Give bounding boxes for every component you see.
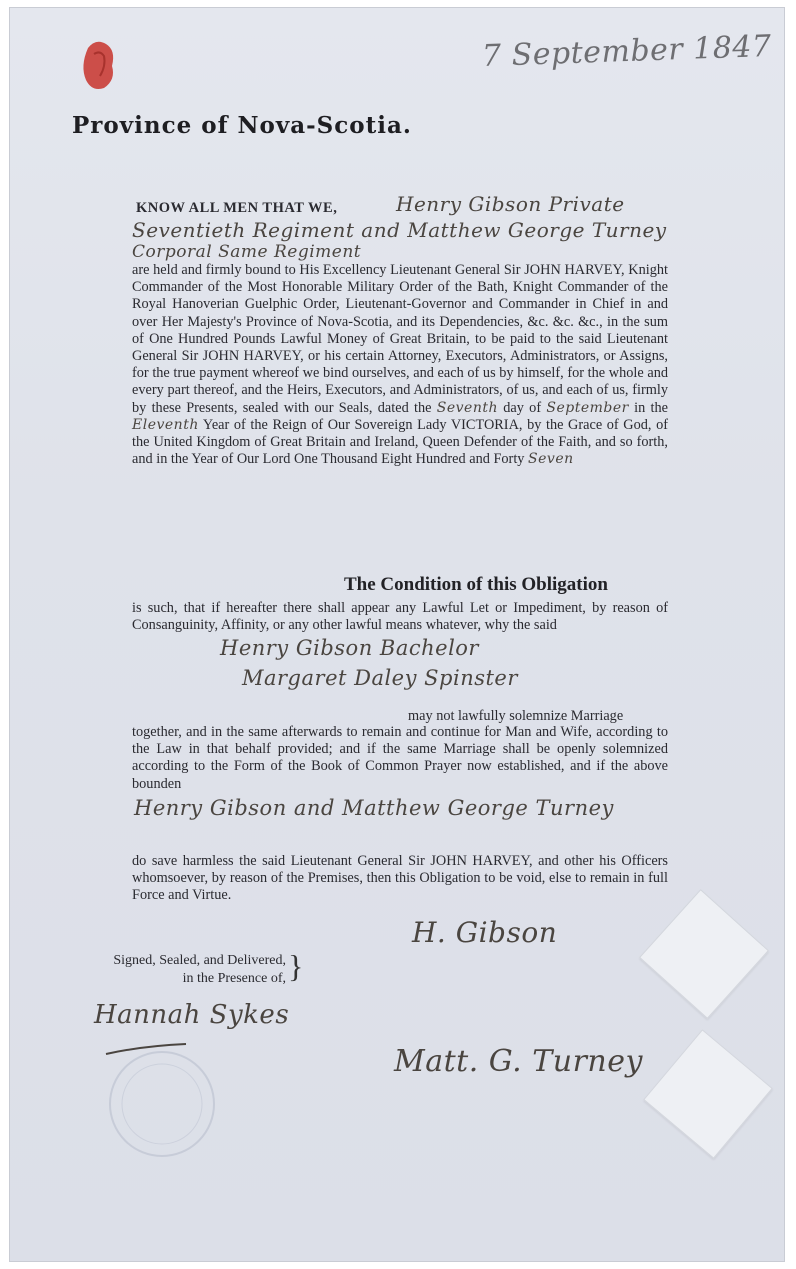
signed-line-1: Signed, Sealed, and Delivered, xyxy=(113,953,286,968)
bond-paragraph xyxy=(132,262,668,468)
hand-party-line-3: Corporal Same Regiment xyxy=(132,242,362,262)
bond-text-2: Year of the Reign of Our Sovereign Lady VICTORIA, by the Grace of God, of the United Kingdom of Great Britain and Ireland, Queen Defender of the Faith, and so forth, and in the Year of Our Lord One Thousand Eight Hundred and Forty xyxy=(132,416,668,468)
condition-text-1: is such, that if hereafter there shall appear any Lawful Let or Impediment, by reason of Consanguinity, Affinity, or any other lawful means whatever, why the said xyxy=(132,600,668,634)
hand-party-line-1: Henry Gibson Private xyxy=(396,192,625,216)
know-all-men: KNOW ALL MEN THAT WE, xyxy=(136,200,338,216)
brace-icon: } xyxy=(288,948,304,984)
hand-bounden: Henry Gibson and Matthew George Turney xyxy=(134,796,614,820)
may-not-text: may not lawfully solemnize Marriage xyxy=(408,708,624,724)
embossed-stamp-icon xyxy=(102,1044,222,1164)
document-sheet xyxy=(10,8,784,1261)
hand-groom: Henry Gibson Bachelor xyxy=(220,636,479,660)
hand-regnal-year: Eleventh xyxy=(132,416,199,433)
wax-seal-icon xyxy=(78,36,122,96)
signed-line-2: in the Presence of, xyxy=(182,971,286,986)
province-heading: Province of Nova-Scotia. xyxy=(72,112,412,139)
hand-forty: Seven xyxy=(528,451,574,468)
day-of-text: day of xyxy=(503,399,542,416)
signature-gibson: H. Gibson xyxy=(412,916,558,949)
signature-turney: Matt. G. Turney xyxy=(394,1044,643,1079)
condition-text-3: do save harmless the said Lieutenant General Sir JOHN HARVEY, and other his Officers whomsoever, by reason of the Premises, then this Obligation to be void, else to remain in full Force and Virtue. xyxy=(132,853,668,904)
hand-party-line-2: Seventieth Regiment and Matthew George Turney xyxy=(132,218,667,242)
signature-witness: Hannah Sykes xyxy=(94,1000,290,1030)
signed-sealed-delivered xyxy=(68,952,286,988)
paper-seal-1 xyxy=(639,889,769,1019)
condition-text-2: together, and in the same afterwards to remain and continue for Man and Wife, according to the Law in that behalf provided; and if the same Marriage shall be openly solemnized according to the Form of the Book of Common Prayer now established, and if the above bounden xyxy=(132,724,668,792)
in-the-text: in the xyxy=(634,399,668,416)
hand-day: Seventh xyxy=(436,399,498,416)
hand-month: September xyxy=(546,399,629,416)
bond-text-1: are held and firmly bound to His Excellency Lieutenant General Sir JOHN HARVEY, Knight Commander of the Most Honorable Military Order of the Bath, Knight Commander of the Royal Hanoverian Guelphic Order, Lieutenant-Governor and Commander in Chief in and over Her Majesty's Province of Nova-Scotia, and its Dependencies, &c. &c. &c., in the sum of One Hundred Pounds Lawful Money of Great Britain, to be paid to the said Lieutenant General Sir JOHN HARVEY, or his certain Attorney, Executors, Administrators, or Assigns, for the true payment whereof we bind ourselves, and each of us by himself, for the whole and every part thereof, and the Heirs, Executors, and Administrators, of us, and each of us, firmly by these Presents, sealed with our Seals, dated the xyxy=(132,262,668,416)
hand-bride: Margaret Daley Spinster xyxy=(242,666,518,690)
date-note: 7 September 1847 xyxy=(481,28,773,75)
condition-heading: The Condition of this Obligation xyxy=(344,574,608,595)
paper-seal-2 xyxy=(643,1029,773,1159)
